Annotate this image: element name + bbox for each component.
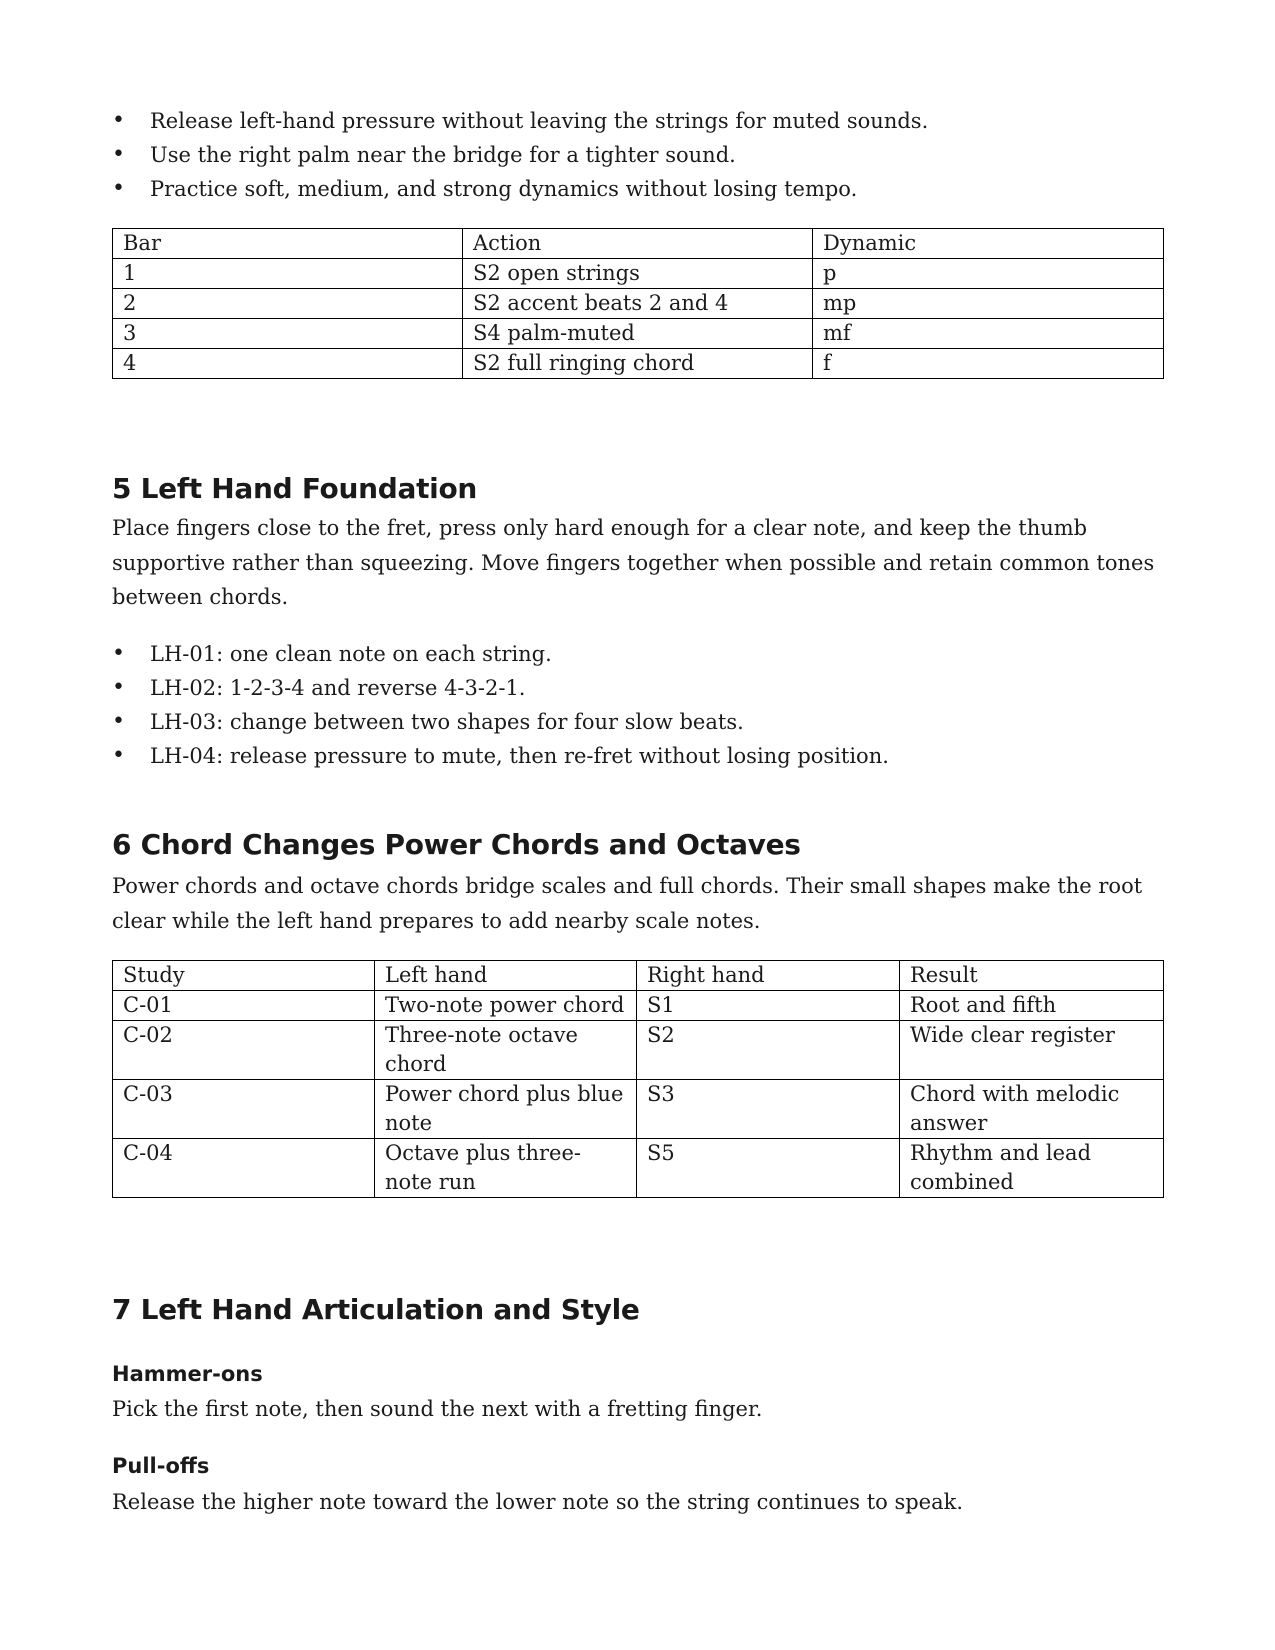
table-header-row — [113, 229, 1164, 259]
table-cell: S2 accent beats 2 and 4 — [463, 289, 813, 319]
table-header-cell: Left hand — [375, 961, 637, 991]
table-cell: 2 — [113, 289, 463, 319]
table-header-cell: Result — [900, 961, 1164, 991]
table-cell: Chord with melodic answer — [900, 1080, 1164, 1139]
list-item: • Release left-hand pressure without leaving the strings for muted sounds. — [112, 104, 1162, 138]
table-header-row — [113, 961, 1164, 991]
table-cell: mf — [813, 319, 1164, 349]
table-cell: 4 — [113, 349, 463, 379]
table-cell: S2 full ringing chord — [463, 349, 813, 379]
section-5-heading: 5 Left Hand Foundation — [112, 472, 478, 505]
list-item: • LH-01: one clean note on each string. — [112, 637, 1162, 671]
table-header-cell: Action — [463, 229, 813, 259]
hammer-ons-body: Pick the first note, then sound the next with a fretting finger. — [112, 1397, 763, 1421]
table-cell: C-03 — [113, 1080, 375, 1139]
table-header-cell: Dynamic — [813, 229, 1164, 259]
pull-offs-heading: Pull-offs — [112, 1454, 210, 1478]
table-header-cell: Right hand — [637, 961, 900, 991]
list-item: • Practice soft, medium, and strong dynamics without losing tempo. — [112, 172, 1162, 206]
hammer-ons-heading: Hammer-ons — [112, 1362, 263, 1386]
table-row — [113, 259, 1164, 289]
table-cell: Octave plus three-note run — [375, 1139, 637, 1198]
table-cell: Rhythm and lead combined — [900, 1139, 1164, 1198]
table-row — [113, 1021, 1164, 1080]
section-5-bullet-list — [112, 637, 1162, 773]
table-cell: C-02 — [113, 1021, 375, 1080]
list-item: • LH-03: change between two shapes for four slow beats. — [112, 705, 1162, 739]
table-cell: C-01 — [113, 991, 375, 1021]
table-header-cell: Study — [113, 961, 375, 991]
table-cell: 1 — [113, 259, 463, 289]
table-cell: S3 — [637, 1080, 900, 1139]
table-cell: Power chord plus blue note — [375, 1080, 637, 1139]
table-cell: p — [813, 259, 1164, 289]
table-row — [113, 1080, 1164, 1139]
table-row — [113, 991, 1164, 1021]
intro-bullet-list — [112, 104, 1162, 206]
table-header-cell: Bar — [113, 229, 463, 259]
list-item: • LH-02: 1-2-3-4 and reverse 4-3-2-1. — [112, 671, 1162, 705]
table-row — [113, 289, 1164, 319]
table-cell: S2 open strings — [463, 259, 813, 289]
table-cell: S4 palm-muted — [463, 319, 813, 349]
table-cell: Two-note power chord — [375, 991, 637, 1021]
table-row — [113, 1139, 1164, 1198]
section-6-heading: 6 Chord Changes Power Chords and Octaves — [112, 828, 801, 861]
table-cell: C-04 — [113, 1139, 375, 1198]
table-cell: f — [813, 349, 1164, 379]
pull-offs-body: Release the higher note toward the lower note so the string continues to speak. — [112, 1490, 964, 1514]
table-cell: S5 — [637, 1139, 900, 1198]
table-cell: mp — [813, 289, 1164, 319]
table-row — [113, 319, 1164, 349]
table-cell: S2 — [637, 1021, 900, 1080]
table-cell: Root and fifth — [900, 991, 1164, 1021]
section-6-body: Power chords and octave chords bridge scales and full chords. Their small shapes make the root clear while the left hand prepares to add nearby scale notes. — [112, 874, 1143, 933]
table-cell: Three-note octave chord — [375, 1021, 637, 1080]
list-item: • LH-04: release pressure to mute, then re-fret without losing position. — [112, 739, 1162, 773]
table-cell: Wide clear register — [900, 1021, 1164, 1080]
section-5-body: Place fingers close to the fret, press only hard enough for a clear note, and keep the thumb supportive rather than squeezing. Move fingers together when possible and retain common tones between chords. — [112, 516, 1155, 609]
table-row — [113, 349, 1164, 379]
table-cell: 3 — [113, 319, 463, 349]
table-cell: S1 — [637, 991, 900, 1021]
chord-study-table — [112, 960, 1164, 1198]
dynamics-table — [112, 228, 1164, 379]
list-item: • Use the right palm near the bridge for a tighter sound. — [112, 138, 1162, 172]
section-7-heading: 7 Left Hand Articulation and Style — [112, 1293, 640, 1326]
